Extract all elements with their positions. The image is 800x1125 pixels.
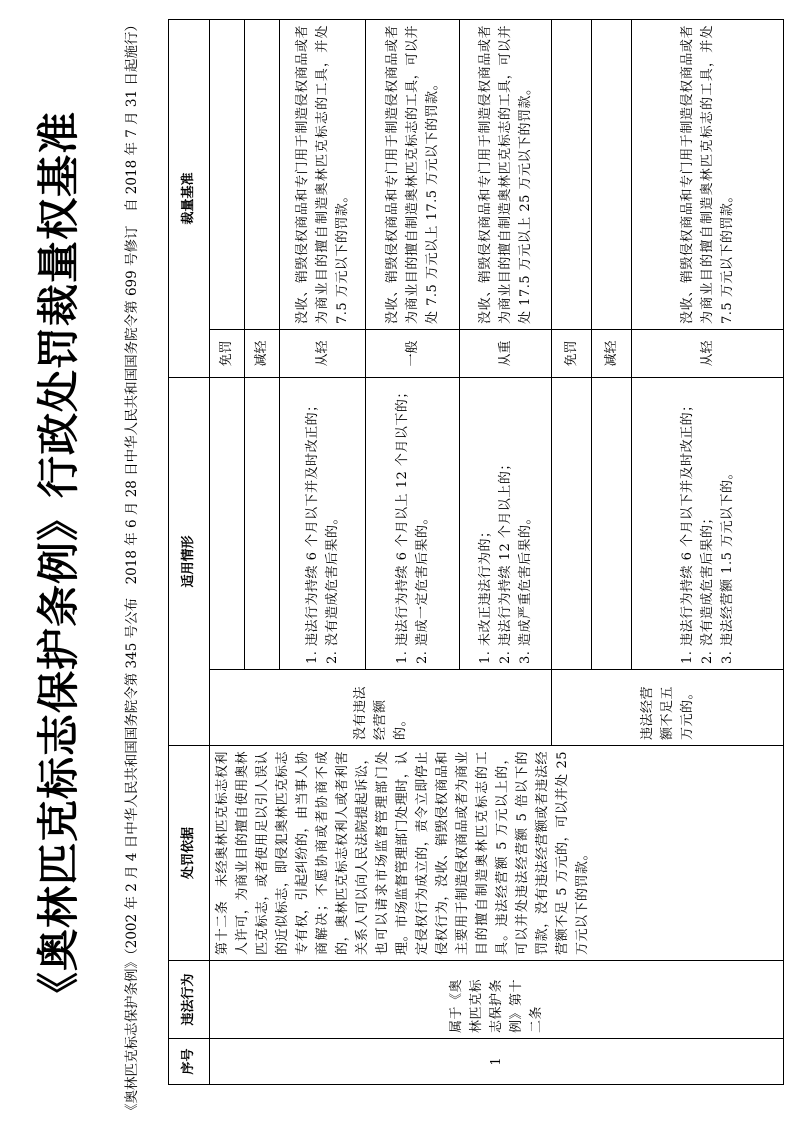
scenario-line: 1. 违法行为持续 6 个月以下并及时改正的； <box>679 398 695 664</box>
standard-a-general: 没收、销毁侵权商品和专门用于制造侵权商品或者为商业目的擅自制造奥林匹克标志的工具，可以并处 7.5 万元以上 17.5 万元以下的罚款。 <box>366 19 460 329</box>
level-b-exempt: 免罚 <box>552 329 592 377</box>
level-a-general: 一般 <box>366 329 460 377</box>
scenario-line: 1. 违法行为持续 6 个月以下并及时改正的； <box>304 398 320 664</box>
level-a-lenient: 从轻 <box>280 329 366 377</box>
document-title: 《奥林匹克标志保护条例》行政处罚裁量权基准 <box>34 111 83 1015</box>
scenario-b-exempt <box>552 377 592 669</box>
header-seq: 序号 <box>169 1039 210 1085</box>
document-subtitle: 《奥林匹克标志保护条例》（2002 年 2 月 4 日中华人民共和国国务院令第 345 号公布 2018 年 6 月 28 日中华人民共和国国务院令第 699 号修订 自 2018 年 7 月 31 日起施行） <box>124 18 140 1117</box>
scenario-line: 3. 造成严重危害后果的。 <box>517 510 533 664</box>
standard-a-mitigated <box>245 19 280 329</box>
scenario-line: 2. 违法行为持续 12 个月以上的； <box>497 457 513 664</box>
scenario-line: 2. 造成一定危害后果的。 <box>414 510 430 664</box>
header-basis: 处罚依据 <box>169 746 210 961</box>
row-act: 属于《奥林匹克标志保护条例》第十二条 <box>210 961 784 1039</box>
level-b-lenient: 从轻 <box>632 329 784 377</box>
condition-low-turnover: 违法经营额不足五万元的。 <box>552 670 784 746</box>
header-standard: 裁量基准 <box>169 19 210 377</box>
condition-no-turnover: 没有违法经营额的。 <box>210 670 552 746</box>
scenario-a-mitigated <box>245 377 280 669</box>
standard-a-lenient: 没收、销毁侵权商品和专门用于制造侵权商品或者为商业目的擅自制造奥林匹克标志的工具，并处 7.5 万元以下的罚款。 <box>280 19 366 329</box>
standard-b-mitigated <box>592 19 632 329</box>
table-header-row <box>169 19 210 1084</box>
standard-b-lenient: 没收、销毁侵权商品和专门用于制造侵权商品或者为商业目的擅自制造奥林匹克标志的工具，并处 7.5 万元以下的罚款。 <box>632 19 784 329</box>
scenario-line: 3. 违法经营额 1.5 万元以下的。 <box>719 466 735 664</box>
level-a-severe: 从重 <box>460 329 552 377</box>
level-a-exempt: 免罚 <box>210 329 245 377</box>
scenario-a-severe <box>460 377 552 669</box>
row-seq: 1 <box>210 1039 784 1085</box>
scenario-a-lenient <box>280 377 366 669</box>
standard-b-exempt <box>552 19 592 329</box>
discretion-standard-table <box>168 19 784 1085</box>
header-act: 违法行为 <box>169 961 210 1039</box>
level-a-mitigated: 减轻 <box>245 329 280 377</box>
scenario-line: 1. 违法行为持续 6 个月以上 12 个月以下的； <box>394 385 410 664</box>
standard-a-exempt <box>210 19 245 329</box>
scenario-line: 1. 未改正违法行为的； <box>477 524 493 664</box>
scenario-a-general <box>366 377 460 669</box>
scenario-line: 2. 没有造成危害后果的； <box>699 510 715 664</box>
row-basis: 第十二条 未经奥林匹克标志权利人许可，为商业目的擅自使用奥林匹克标志，或者使用足以引人误认的近似标志，即侵犯奥林匹克标志专有权，引起纠纷的，由当事人协商解决；不愿协商或者协商不成的，奥林匹克标志权利人或者利害关系人可以向人民法院提起诉讼，也可以请求市场监督管理部门处理。市场监督管理部门处理时，认定侵权行为成立的，责令立即停止侵权行为，没收、销毁侵权商品和主要用于制造侵权商品或者为商业目的擅自制造奥林匹克标志的工具。违法经营额 5 万元以上的，可以并处违法经营额 5 倍以下的罚款，没有违法经营额或者违法经营额不足 5 万元的，可以并处 25 万元以下的罚款。 <box>210 746 784 961</box>
scenario-line: 2. 没有造成危害后果的。 <box>324 510 340 664</box>
standard-a-severe: 没收、销毁侵权商品和专门用于制造侵权商品或者为商业目的擅自制造奥林匹克标志的工具，可以并处 17.5 万元以上 25 万元以下的罚款。 <box>460 19 552 329</box>
table-row <box>210 19 245 1084</box>
scenario-a-exempt <box>210 377 245 669</box>
header-scenario: 适用情形 <box>169 377 210 745</box>
scenario-b-mitigated <box>592 377 632 669</box>
level-b-mitigated: 减轻 <box>592 329 632 377</box>
scenario-b-lenient <box>632 377 784 669</box>
